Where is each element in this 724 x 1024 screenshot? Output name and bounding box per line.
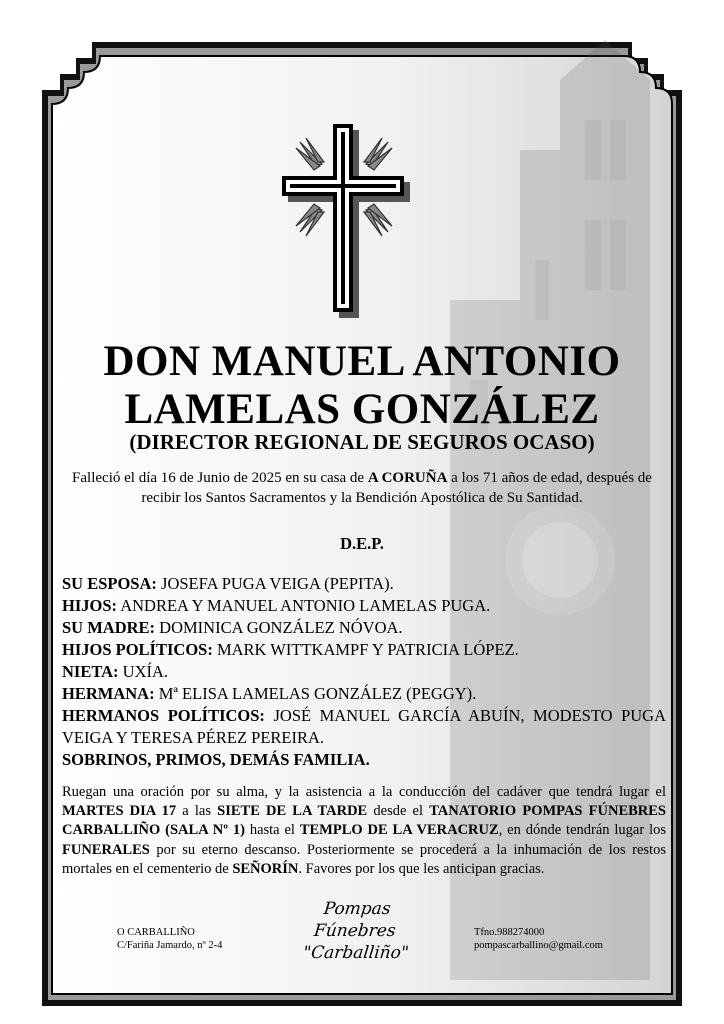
family-label: HIJOS: <box>62 596 118 615</box>
closing-bold: TANATORIO POMPAS FÚNEBRES CARBALLIÑO (SALA Nº 1) <box>62 803 666 839</box>
closing-text: , en dónde tendrán lugar los <box>498 822 666 839</box>
footer-contact <box>474 927 603 952</box>
deceased-name-line1: DON MANUEL ANTONIO <box>103 338 621 385</box>
closing-text: . Favores por los que les anticipan gracias. <box>298 860 545 877</box>
closing-bold: SIETE DE LA TARDE <box>217 803 368 820</box>
family-label: SOBRINOS, PRIMOS, DEMÁS FAMILIA. <box>62 750 370 769</box>
closing-text: por su eterno descanso. Posteriormente se procederá a la inhumación de los restos mortales en el cementerio de <box>62 841 666 877</box>
death-notice-text: Falleció el día 16 de Junio de 2025 en su casa de <box>72 470 368 486</box>
footer-street: C/Fariña Jamardo, nº 2-4 <box>117 939 223 951</box>
family-label: HERMANOS POLÍTICOS: <box>62 706 265 725</box>
footer-town: O CARBALLIÑO <box>117 927 195 938</box>
logo-line1: Pompas Fúnebres <box>313 899 397 941</box>
closing-text: hasta el <box>244 822 300 839</box>
closing-bold: FUNERALES <box>62 841 150 858</box>
family-label: HERMANA: <box>62 684 155 703</box>
family-value: ANDREA Y MANUEL ANTONIO LAMELAS PUGA. <box>117 596 491 615</box>
family-row-hijos <box>62 595 666 617</box>
family-value: DOMINICA GONZÁLEZ NÓVOA. <box>155 618 403 637</box>
family-value: MARK WITTKAMPF Y PATRICIA LÓPEZ. <box>212 640 519 659</box>
deceased-name-line2: LAMELAS GONZÁLEZ <box>124 386 600 433</box>
family-value: UXÍA. <box>118 662 169 681</box>
family-value: JOSEFA PUGA VEIGA (PEPITA). <box>156 574 394 593</box>
family-label: NIETA: <box>62 662 119 681</box>
family-value: Mª ELISA LAMELAS GONZÁLEZ (PEGGY). <box>154 684 477 703</box>
dep-heading: D.E.P. <box>340 534 384 553</box>
closing-paragraph <box>62 783 666 879</box>
family-row-nieta <box>62 661 666 683</box>
family-label: SU MADRE: <box>62 618 156 637</box>
death-notice-text-2: a los 71 años de edad, después de recibir los Santos Sacramentos y la Bendición Apostólica de Su Santidad. <box>141 470 652 506</box>
funeral-home-logo <box>286 898 426 963</box>
deceased-title: (DIRECTOR REGIONAL DE SEGUROS OCASO) <box>129 430 595 454</box>
footer-address <box>117 927 222 952</box>
cross-icon <box>270 120 410 320</box>
closing-text: desde el <box>367 803 430 820</box>
family-row-hijos-politicos <box>62 639 666 661</box>
family-value: JOSÉ MANUEL GARCÍA ABUÍN, MODESTO PUGA VEIGA Y TERESA PÉREZ PEREIRA. <box>62 706 666 747</box>
closing-bold: MARTES DIA 17 <box>62 803 177 820</box>
family-row-hermanos-politicos <box>62 705 666 749</box>
family-label: HIJOS POLÍTICOS: <box>62 640 213 659</box>
family-list <box>62 573 666 771</box>
family-row-otros <box>62 749 666 771</box>
death-city: A CORUÑA <box>367 470 448 486</box>
death-notice <box>58 468 666 508</box>
logo-line2: "Carballiño" <box>302 943 410 963</box>
closing-bold: TEMPLO DE LA VERACRUZ <box>299 822 499 839</box>
family-row-madre <box>62 617 666 639</box>
closing-text: a las <box>176 803 218 820</box>
family-row-esposa <box>62 573 666 595</box>
family-label: SU ESPOSA: <box>62 574 157 593</box>
closing-bold: SEÑORÍN <box>232 860 299 877</box>
family-row-hermana <box>62 683 666 705</box>
closing-text: Ruegan una oración por su alma, y la asistencia a la conducción del cadáver que tendrá lugar el <box>62 784 666 800</box>
footer-email[interactable]: pompascarballino@gmail.com <box>474 939 603 951</box>
footer-phone: Tfno.988274000 <box>474 927 545 938</box>
